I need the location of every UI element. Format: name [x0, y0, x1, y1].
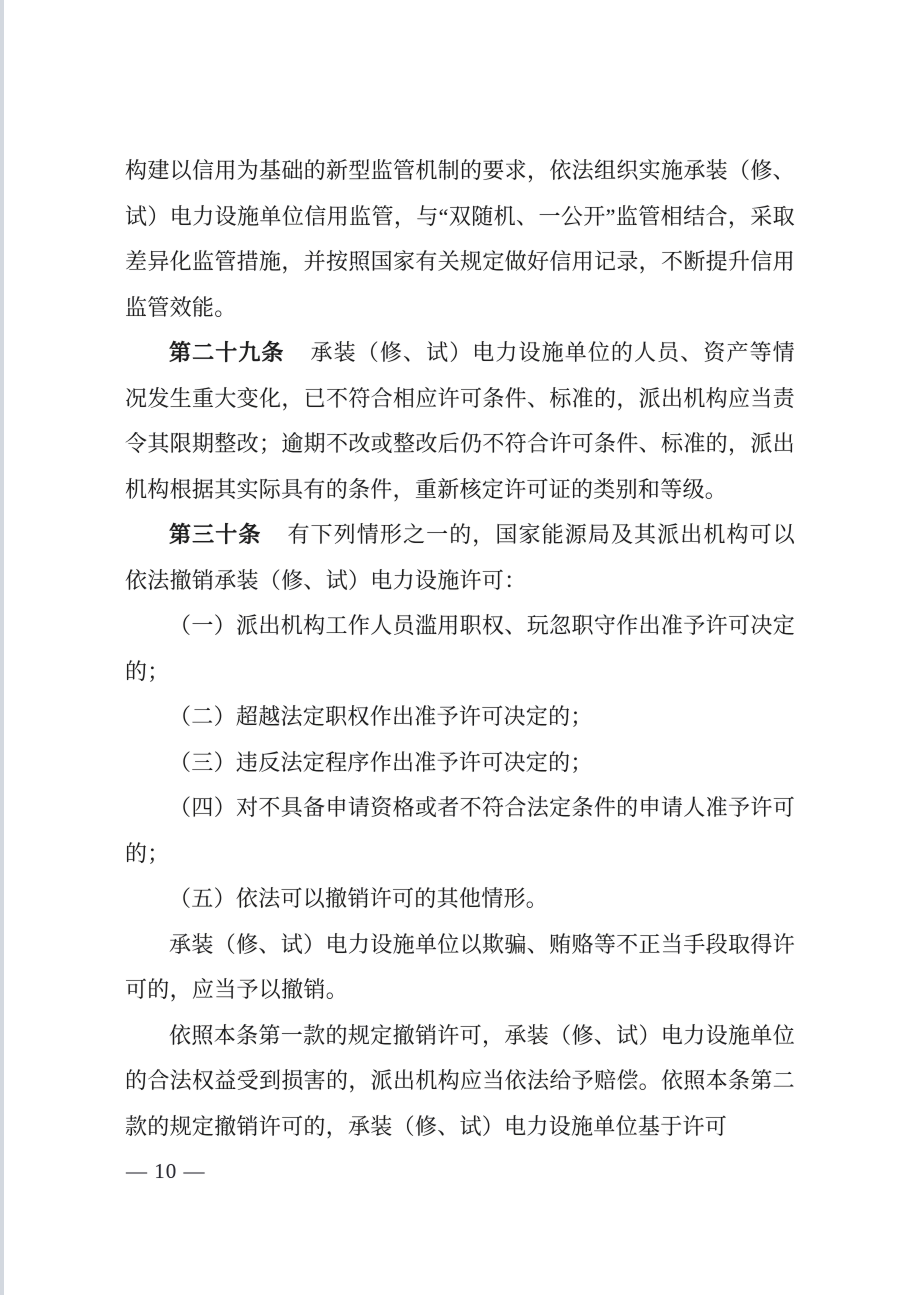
- paragraph-text: 依照本条第一款的规定撤销许可，承装（修、试）电力设施单位的合法权益受到损害的，派出机构应当依法给予赔偿。依照本条第二款的规定撤销许可的，承装（修、试）电力设施单位基于许可: [125, 1022, 795, 1139]
- paragraph-revocation-fraud: [125, 922, 795, 1013]
- paragraph-continuation: [125, 148, 795, 330]
- article-number-30: 第三十条: [169, 522, 262, 547]
- list-item-5: [125, 876, 795, 922]
- paragraph-text: 构建以信用为基础的新型监管机制的要求，依法组织实施承装（修、试）电力设施单位信用监管，与“双随机、一公开”监管相结合，采取差异化监管措施，并按照国家有关规定做好信用记录，不断提升信用监管效能。: [125, 158, 795, 320]
- page-number: — 10 —: [126, 1159, 206, 1183]
- page-left-edge-strip: [0, 0, 4, 1295]
- paragraph-text: （五）依法可以撤销许可的其他情形。: [169, 886, 549, 911]
- paragraph-text: （四）对不具备申请资格或者不符合法定条件的申请人准予许可的；: [125, 795, 795, 866]
- document-body: [125, 148, 795, 1149]
- list-item-2: [125, 694, 795, 740]
- paragraph-text: （三）违反法定程序作出准予许可决定的；: [169, 749, 593, 775]
- list-item-4: [125, 785, 795, 876]
- paragraph-text: （一）派出机构工作人员滥用职权、玩忽职守作出准予许可决定的；: [125, 613, 795, 684]
- paragraph-text: （二）超越法定职权作出准予许可决定的；: [169, 704, 593, 729]
- paragraph-text: 承装（修、试）电力设施单位以欺骗、贿赂等不正当手段取得许可的，应当予以撤销。: [125, 931, 795, 1002]
- paragraph-text: 有下列情形之一的，国家能源局及其派出机构可以依法撤销承装（修、试）电力设施许可：: [125, 522, 795, 593]
- paragraph-text: 承装（修、试）电力设施单位的人员、资产等情况发生重大变化，已不符合相应许可条件、标准的，派出机构应当责令其限期整改；逾期不改或整改后仍不符合许可条件、标准的，派出机构根据其实际具有的条件，重新核定许可证的类别和等级。: [125, 340, 795, 502]
- paragraph-compensation: [125, 1013, 795, 1150]
- paragraph-article-30: [125, 512, 795, 603]
- article-number-29: 第二十九条: [169, 340, 285, 365]
- list-item-3: [125, 740, 795, 786]
- paragraph-article-29: [125, 330, 795, 512]
- list-item-1: [125, 603, 795, 694]
